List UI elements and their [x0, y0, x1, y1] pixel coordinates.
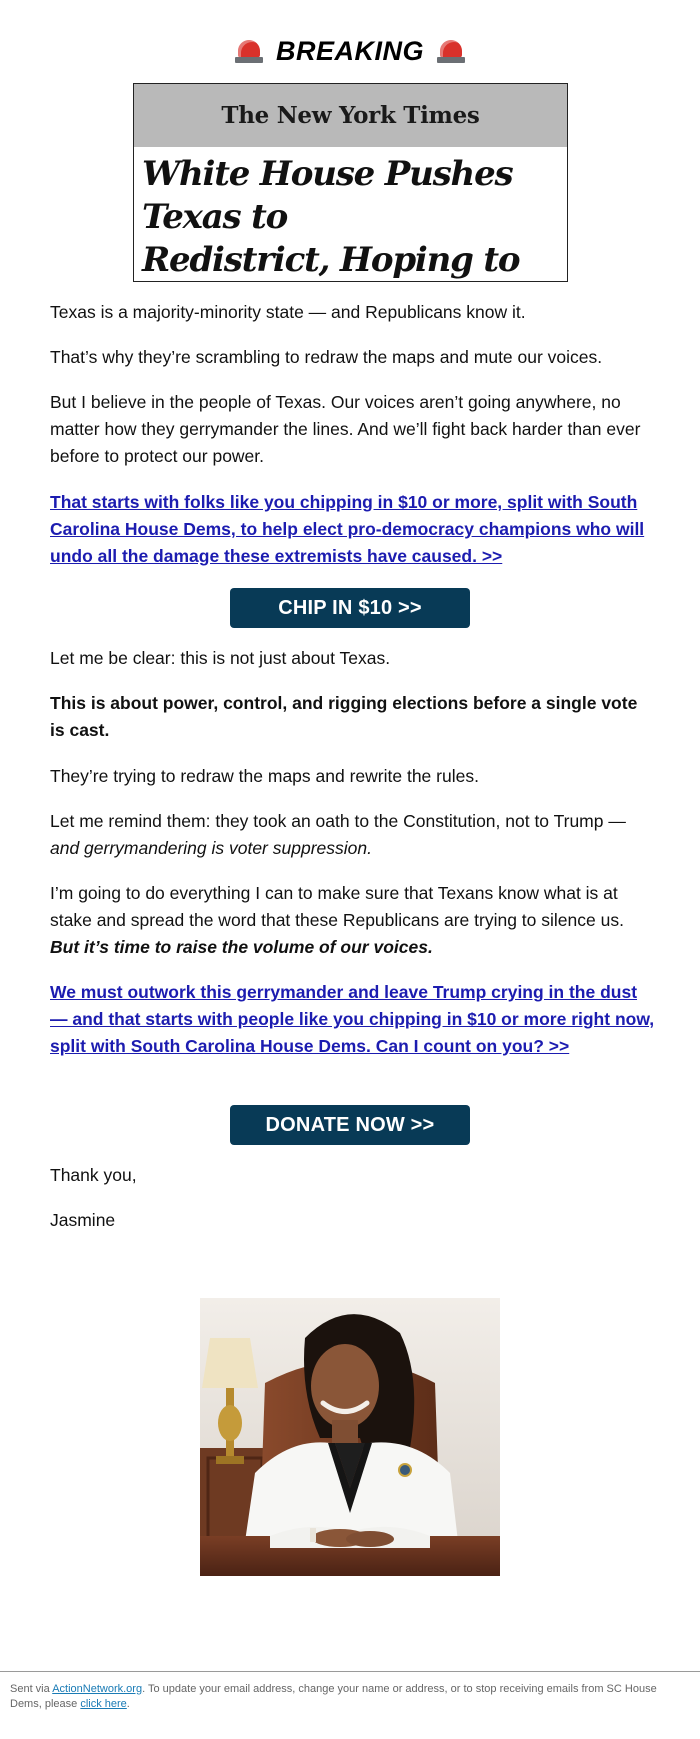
email-footer: [10, 1682, 670, 1712]
paragraph-4: Let me be clear: this is not just about Texas.: [50, 648, 391, 668]
donate-now-button[interactable]: DONATE NOW >>: [230, 1105, 470, 1145]
donate-link-1[interactable]: That starts with folks like you chipping in $10 or more, split with South Carolina House Dems, to help elect pro-democracy champions who will undo all the damage these extremists have caused. >>: [50, 492, 645, 566]
chip-in-button[interactable]: CHIP IN $10 >>: [230, 588, 470, 628]
footer-end: .: [126, 1698, 130, 1710]
footer-divider: [0, 1671, 700, 1672]
actionnetwork-link[interactable]: ActionNetwork.org: [52, 1683, 143, 1695]
footer-sent-via: Sent via: [10, 1683, 50, 1695]
paragraph-5: This is about power, control, and rigging elections before a single vote is cast.: [50, 693, 638, 740]
portrait-photo: [200, 1298, 500, 1576]
donate-link-2[interactable]: We must outwork this gerrymander and leave Trump crying in the dust — and that starts with people like you chipping in $10 or more right now, split with South Carolina House Dems. Can I count on you? >>: [50, 982, 655, 1056]
donate-link-1-wrapper: [50, 489, 655, 570]
news-headline: [134, 147, 567, 282]
paragraph-8: [50, 880, 655, 961]
headline-line-2: Redistrict, Hoping to: [142, 240, 520, 280]
paragraph-2: That’s why they’re scrambling to redraw the maps and mute our voices.: [50, 347, 603, 367]
paragraph-8-emphasis: But it’s time to raise the volume of our voices.: [50, 937, 433, 957]
donate-link-2-wrapper: [50, 979, 655, 1060]
paragraph-3: But I believe in the people of Texas. Our voices aren’t going anywhere, no matter how they gerrymander the lines. And we’ll fight back harder than ever before to protect our power.: [50, 392, 641, 466]
news-headline-image: [133, 83, 568, 282]
paragraph-7-text: Let me remind them: they took an oath to the Constitution, not to Trump —: [50, 811, 626, 831]
paragraph-7: [50, 808, 655, 862]
paragraph-7-italic: and gerrymandering is voter suppression.: [50, 838, 372, 858]
breaking-header: [0, 34, 700, 68]
breaking-label: BREAKING: [275, 35, 424, 66]
police-light-icon: [234, 38, 264, 64]
headline-line-1: White House Pushes Texas to: [142, 154, 513, 237]
signature: Jasmine: [50, 1210, 116, 1230]
unsubscribe-link[interactable]: click here: [80, 1698, 127, 1710]
nyt-logo: The New York Times: [221, 102, 480, 129]
police-light-icon: [436, 38, 466, 64]
footer-text: . To update your email address, change your name or address, or to stop receiving emails from SC House Dems, please: [10, 1683, 657, 1710]
nyt-masthead: [134, 84, 567, 147]
paragraph-6: They’re trying to redraw the maps and rewrite the rules.: [50, 766, 479, 786]
paragraph-8-text: I’m going to do everything I can to make sure that Texans know what is at stake and spread the word that these Republicans are trying to silence us.: [50, 883, 624, 930]
sign-off: Thank you,: [50, 1165, 137, 1185]
paragraph-1: Texas is a majority-minority state — and Republicans know it.: [50, 302, 526, 322]
